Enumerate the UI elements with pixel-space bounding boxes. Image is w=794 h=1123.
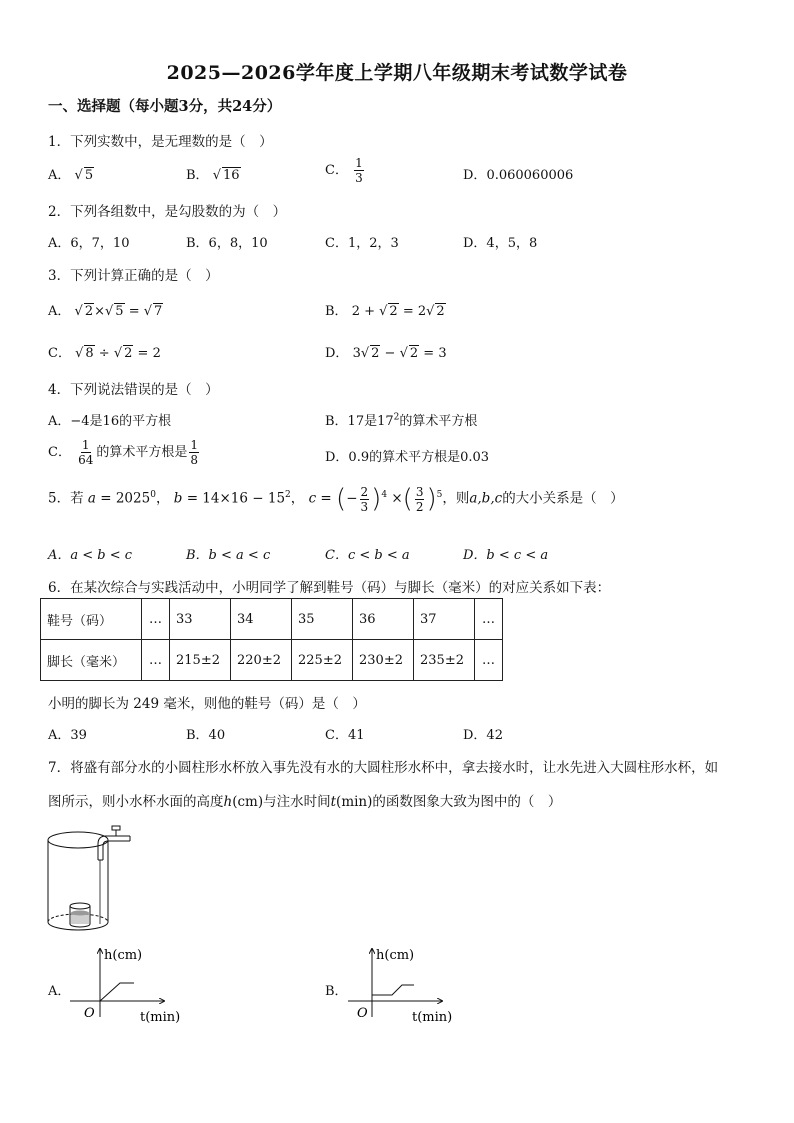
origin-label: O [84, 1006, 95, 1021]
axis-label-h: h(cm) [376, 948, 415, 963]
q1-option-d[interactable] [463, 164, 573, 183]
option-label: D． [325, 346, 349, 361]
table-cell: 215±2 [170, 640, 231, 681]
table-cell: … [142, 599, 170, 640]
q6-stem: 6．在某次综合与实践活动中，小明同学了解到鞋号（码）与脚长（毫米）的对应关系如下表： [48, 580, 611, 596]
table-cell: … [142, 640, 170, 681]
option-text: 的算术平方根是 [96, 445, 188, 460]
option-label: B． [325, 304, 348, 319]
q5-option-c[interactable]: C．c < b < a [325, 548, 410, 563]
stem-text: ，则 [442, 490, 470, 507]
table-cell: 36 [353, 599, 414, 640]
fraction: $\frac{1}{3}$ [355, 156, 363, 185]
math-expression: 2 + √ 2 = 2√ 2 [351, 304, 445, 319]
stem-text: 的函数图象大致为图中的（ ） [372, 794, 562, 810]
q2-option-c[interactable]: C．1，2，3 [325, 236, 399, 251]
table-cell: 230±2 [353, 640, 414, 681]
table-cell: … [475, 640, 503, 681]
math-expression: √ 8 ÷ √ 2 = 2 [75, 346, 161, 361]
q5-option-a[interactable]: A．a < b < c [48, 548, 133, 563]
q7-stem-line2 [48, 790, 561, 810]
q6-question: 小明的脚长为 249 毫米，则他的鞋号（码）是（ ） [48, 696, 366, 712]
q6-option-c[interactable]: C．41 [325, 728, 365, 743]
stem-text: 图所示，则小水杯水面的高度 [48, 794, 224, 810]
fraction: $\frac{1}{64}$ [78, 438, 94, 467]
table-cell: 225±2 [292, 640, 353, 681]
option-label: A． [48, 168, 71, 183]
q5-option-b[interactable]: B．b < a < c [186, 548, 271, 563]
table-row [41, 599, 503, 640]
q6-option-b[interactable]: B．40 [186, 728, 226, 743]
q7-option-b-label[interactable]: B． [325, 984, 348, 999]
cylinder-figure [40, 820, 140, 945]
option-label: A． [48, 304, 71, 319]
fraction: $\frac{1}{8}$ [190, 438, 199, 467]
stem-text: 5．若 [48, 490, 84, 507]
axis-label-t: t(min) [412, 1010, 453, 1025]
q1-option-a[interactable] [48, 164, 94, 183]
sqrt-expression: √ 5 [74, 168, 94, 183]
q1-option-c[interactable] [325, 156, 366, 185]
unit: (cm) [232, 794, 264, 810]
table-cell: 37 [414, 599, 475, 640]
section-heading: 一、选择题（每小题3分，共24分） [48, 98, 282, 115]
table-cell: 鞋号（码） [41, 599, 142, 640]
q3-option-c[interactable] [48, 342, 161, 361]
q2-stem: 2．下列各组数中，是勾股数的为（ ） [48, 204, 287, 220]
math-expression: a [87, 490, 96, 507]
q3-option-a[interactable] [48, 300, 163, 319]
q4-option-c[interactable] [48, 438, 201, 467]
stem-text: 的大小关系是（ ） [502, 490, 624, 507]
page-title: 2025—2026学年度上学期八年级期末考试数学试卷 [166, 62, 628, 84]
q5-stem: 5．若 $a = 2025^0$， $b = 14\times 16 - 15^2$， c = (− $\frac{2}{3}$ )$^4$ ×( $\frac{3}{2}$ )$^5$，则a,b,c的大小关系是（ ） [48, 484, 624, 514]
q7-stem-line1: 7．将盛有部分水的小圆柱形水杯放入事先没有水的大圆柱形水杯中，拿去接水时，让水先进入大圆柱形水杯，如 [48, 760, 719, 776]
q4-stem: 4．下列说法错误的是（ ） [48, 382, 219, 398]
variables: a,b,c [469, 490, 503, 507]
option-label: C． [48, 346, 71, 361]
option-text: 的算术平方根 [399, 414, 478, 429]
q2-option-a[interactable]: A．6，7，10 [48, 236, 130, 251]
option-text: 0.060060006 [486, 168, 574, 183]
q3-stem: 3．下列计算正确的是（ ） [48, 268, 219, 284]
option-text: B．17是17 [325, 414, 394, 429]
q7-graph-b[interactable] [344, 945, 474, 1027]
origin-label: O [357, 1006, 368, 1021]
q1-option-b[interactable] [186, 164, 241, 183]
variable: h [223, 794, 233, 810]
math-expression: 3√ 2 − √ 2 = 3 [352, 346, 447, 361]
table-cell: 35 [292, 599, 353, 640]
option-label: C． [325, 163, 348, 178]
shoe-size-table [40, 598, 503, 681]
table-cell: 220±2 [231, 640, 292, 681]
math-expression: √ 2×√ 5 = √ 7 [74, 304, 163, 319]
q6-option-a[interactable]: A．39 [48, 728, 87, 743]
sqrt-expression: √ 16 [212, 168, 240, 183]
option-label: C． [48, 445, 71, 460]
q7-graph-a[interactable] [66, 945, 196, 1027]
exponent: 2 [393, 412, 400, 423]
option-label: D． [463, 168, 487, 183]
option-label: B． [186, 168, 209, 183]
q2-option-d[interactable]: D．4，5，8 [463, 236, 538, 251]
table-row [41, 640, 503, 681]
unit: (min) [336, 794, 373, 810]
axis-label-t: t(min) [140, 1010, 181, 1025]
table-cell: 235±2 [414, 640, 475, 681]
q4-option-a[interactable]: A．−4是16的平方根 [48, 414, 172, 429]
q4-option-b[interactable] [325, 410, 477, 429]
table-cell: 34 [231, 599, 292, 640]
variable: t [330, 794, 337, 810]
q3-option-b[interactable] [325, 300, 446, 319]
q4-option-d[interactable]: D．0.9的算术平方根是0.03 [325, 450, 490, 465]
q2-option-b[interactable]: B．6，8，10 [186, 236, 268, 251]
q6-option-d[interactable]: D．42 [463, 728, 503, 743]
q3-option-d[interactable] [325, 342, 447, 361]
q7-option-a-label[interactable]: A． [48, 984, 71, 999]
q5-option-d[interactable]: D．b < c < a [463, 548, 549, 563]
stem-text: 与注水时间 [263, 794, 331, 810]
table-cell: … [475, 599, 503, 640]
table-cell: 33 [170, 599, 231, 640]
table-cell: 脚长（毫米） [41, 640, 142, 681]
axis-label-h: h(cm) [104, 948, 143, 963]
q1-stem: 1．下列实数中，是无理数的是（ ） [48, 134, 273, 150]
